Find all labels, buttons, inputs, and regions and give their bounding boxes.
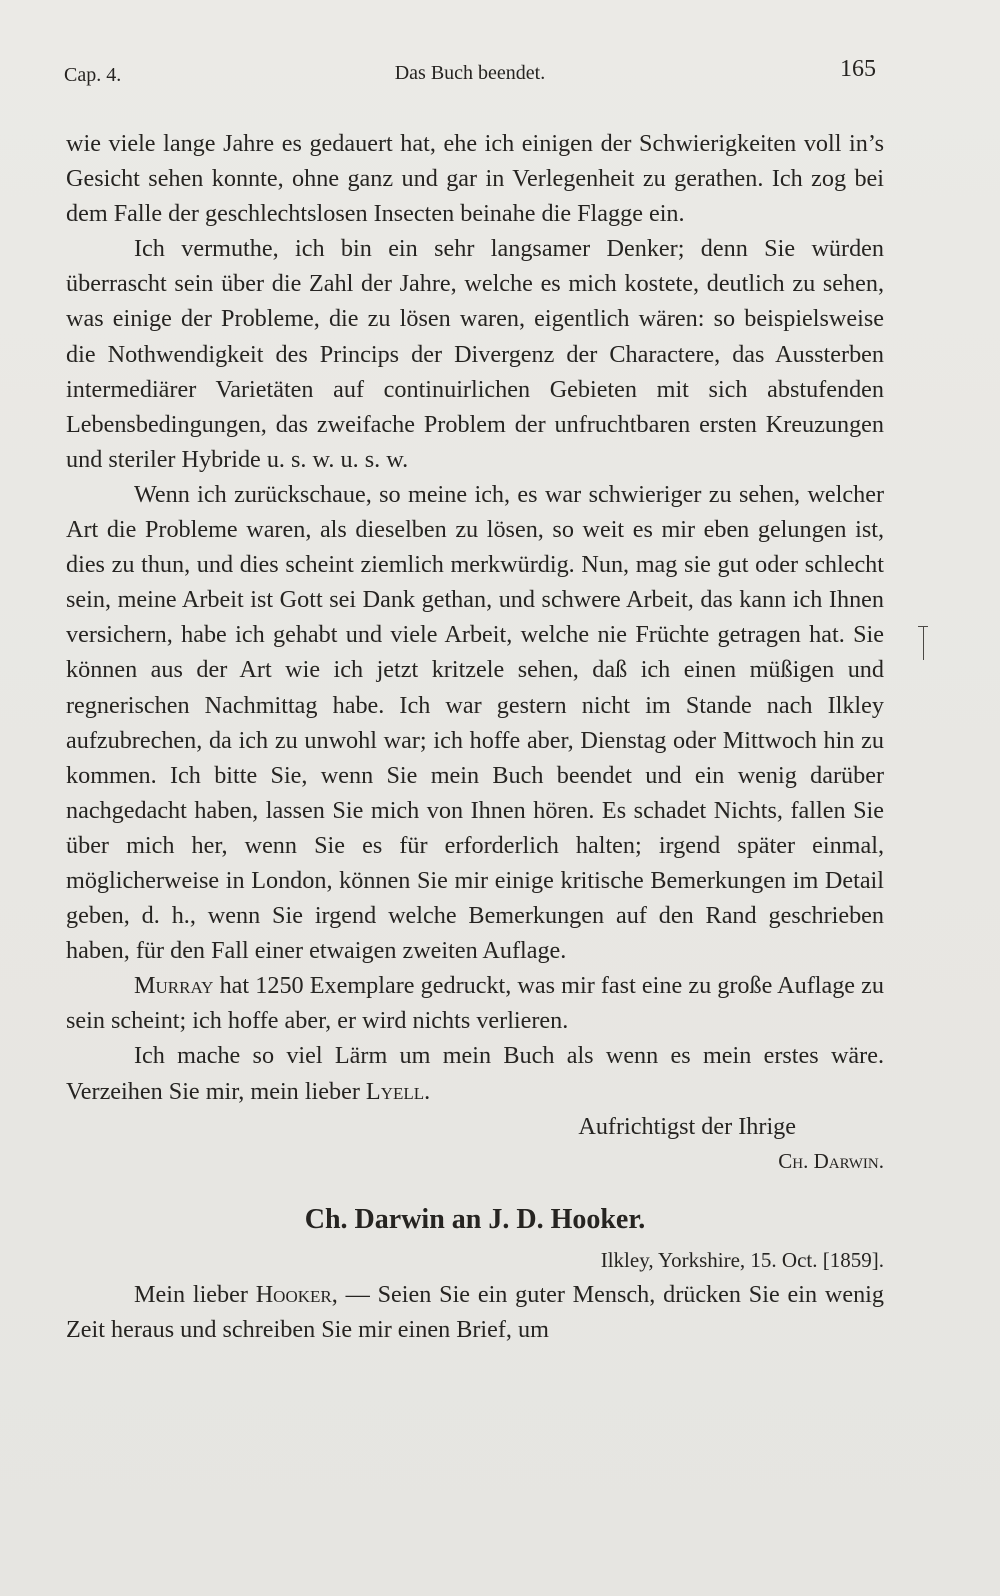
paragraph [66,231,884,477]
paragraph [66,968,884,1038]
text-run: wie viele lange Jahre es gedauert hat, ehe ich einigen der Schwierigkeiten voll in’s Gesicht sehen konnte, ohne ganz und gar in Verlegenheit zu gerathen. Ich zog bei dem Falle der geschlechtslosen Insecten beinahe die Flagge ein. [66,130,884,228]
running-header [64,56,876,96]
text-run: Ich vermuthe, ich bin ein sehr langsamer Denker; denn Sie würden überrascht sein über die Zahl der Jahre, welche es mich kostete, deutlich zu sehen, was einige der Probleme, die zu lösen waren, eigentlich wären: so beispielsweise die Nothwendigkeit des Princips der Divergenz der Charactere, das Aussterben intermediärer Varietäten auf continuirlichen Gebieten mit sich abstufenden Lebensbedingungen, das zweifache Problem der unfruchtbaren ersten Kreuzungen und steriler Hybride u. s. w. u. s. w. [66,235,884,473]
chapter-label: Cap. 4. [64,64,122,86]
letter-heading: Ch. Darwin an J. D. Hooker. [304,1203,646,1235]
letter-opening [66,1277,884,1347]
text-run: , — Seien Sie ein guter Mensch, drücken Sie ein wenig Zeit heraus und schreiben Sie mir einen Brief, um [66,1280,884,1343]
paragraph [66,477,884,968]
page-number: 165 [840,56,876,82]
closing-salutation: Aufrichtigst der Ihrige [578,1112,796,1140]
text-run: . [424,1077,431,1105]
text-run: hat 1250 Exemplare gedruckt, was mir fast eine zu große Auflage zu sein scheint; ich hoffe aber, er wird nichts verlieren. [66,972,884,1035]
small-caps-name: Hooker [255,1280,332,1308]
text-run: Wenn ich zurückschaue, so meine ich, es war schwieriger zu sehen, welcher Art die Probleme waren, als dieselben zu lösen, so weit es mir eben gelungen ist, dies zu thun, und dies scheint ziemlich merkwürdig. Nun, mag sie gut oder schlecht sein, meine Arbeit ist Gott sei Dank gethan, und schwere Arbeit, das kann ich Ihnen versichern, habe ich gehabt und viele Arbeit, welche nie Früchte getragen hat. Sie können aus der Art wie ich jetzt kritzele sehen, daß ich einen müßigen und regnerischen Nachmittag habe. Ich war gestern nicht im Stande nach Ilkley aufzubrechen, da ich zu unwohl war; ich hoffe aber, Dienstag oder Mittwoch hin zu kommen. Ich bitte Sie, wenn Sie mein Buch beendet und ein wenig darüber nachgedacht haben, lassen Sie mich von Ihnen hören. Es schadet Nichts, fallen Sie über mich her, wenn Sie es für erforderlich halten; irgend später einmal, möglicherweise in London, können Sie mir einige kritische Bemerkungen im Detail geben, d. h., wenn Sie irgend welche Bemerkungen auf den Rand geschrieben haben, für den Fall einer etwaigen zweiten Auflage. [66,480,884,965]
running-title: Das Buch beendet. [394,62,546,84]
small-caps-name: Lyell [365,1077,425,1105]
letter-place-date: Ilkley, Yorkshire, 15. Oct. [1859]. [600,1247,884,1272]
page-body [66,126,884,1347]
paragraph [66,126,884,231]
text-run: Mein lieber [134,1280,256,1308]
letter-paragraphs [66,126,884,1109]
margin-mark [918,626,930,660]
paragraph [66,1038,884,1108]
small-caps-name: Murray [134,972,214,1000]
signature: Ch. Darwin. [778,1148,884,1173]
text-run: Ich mache so viel Lärm um mein Buch als wenn es mein erstes wäre. Verzeihen Sie mir, mein lieber [66,1042,884,1105]
